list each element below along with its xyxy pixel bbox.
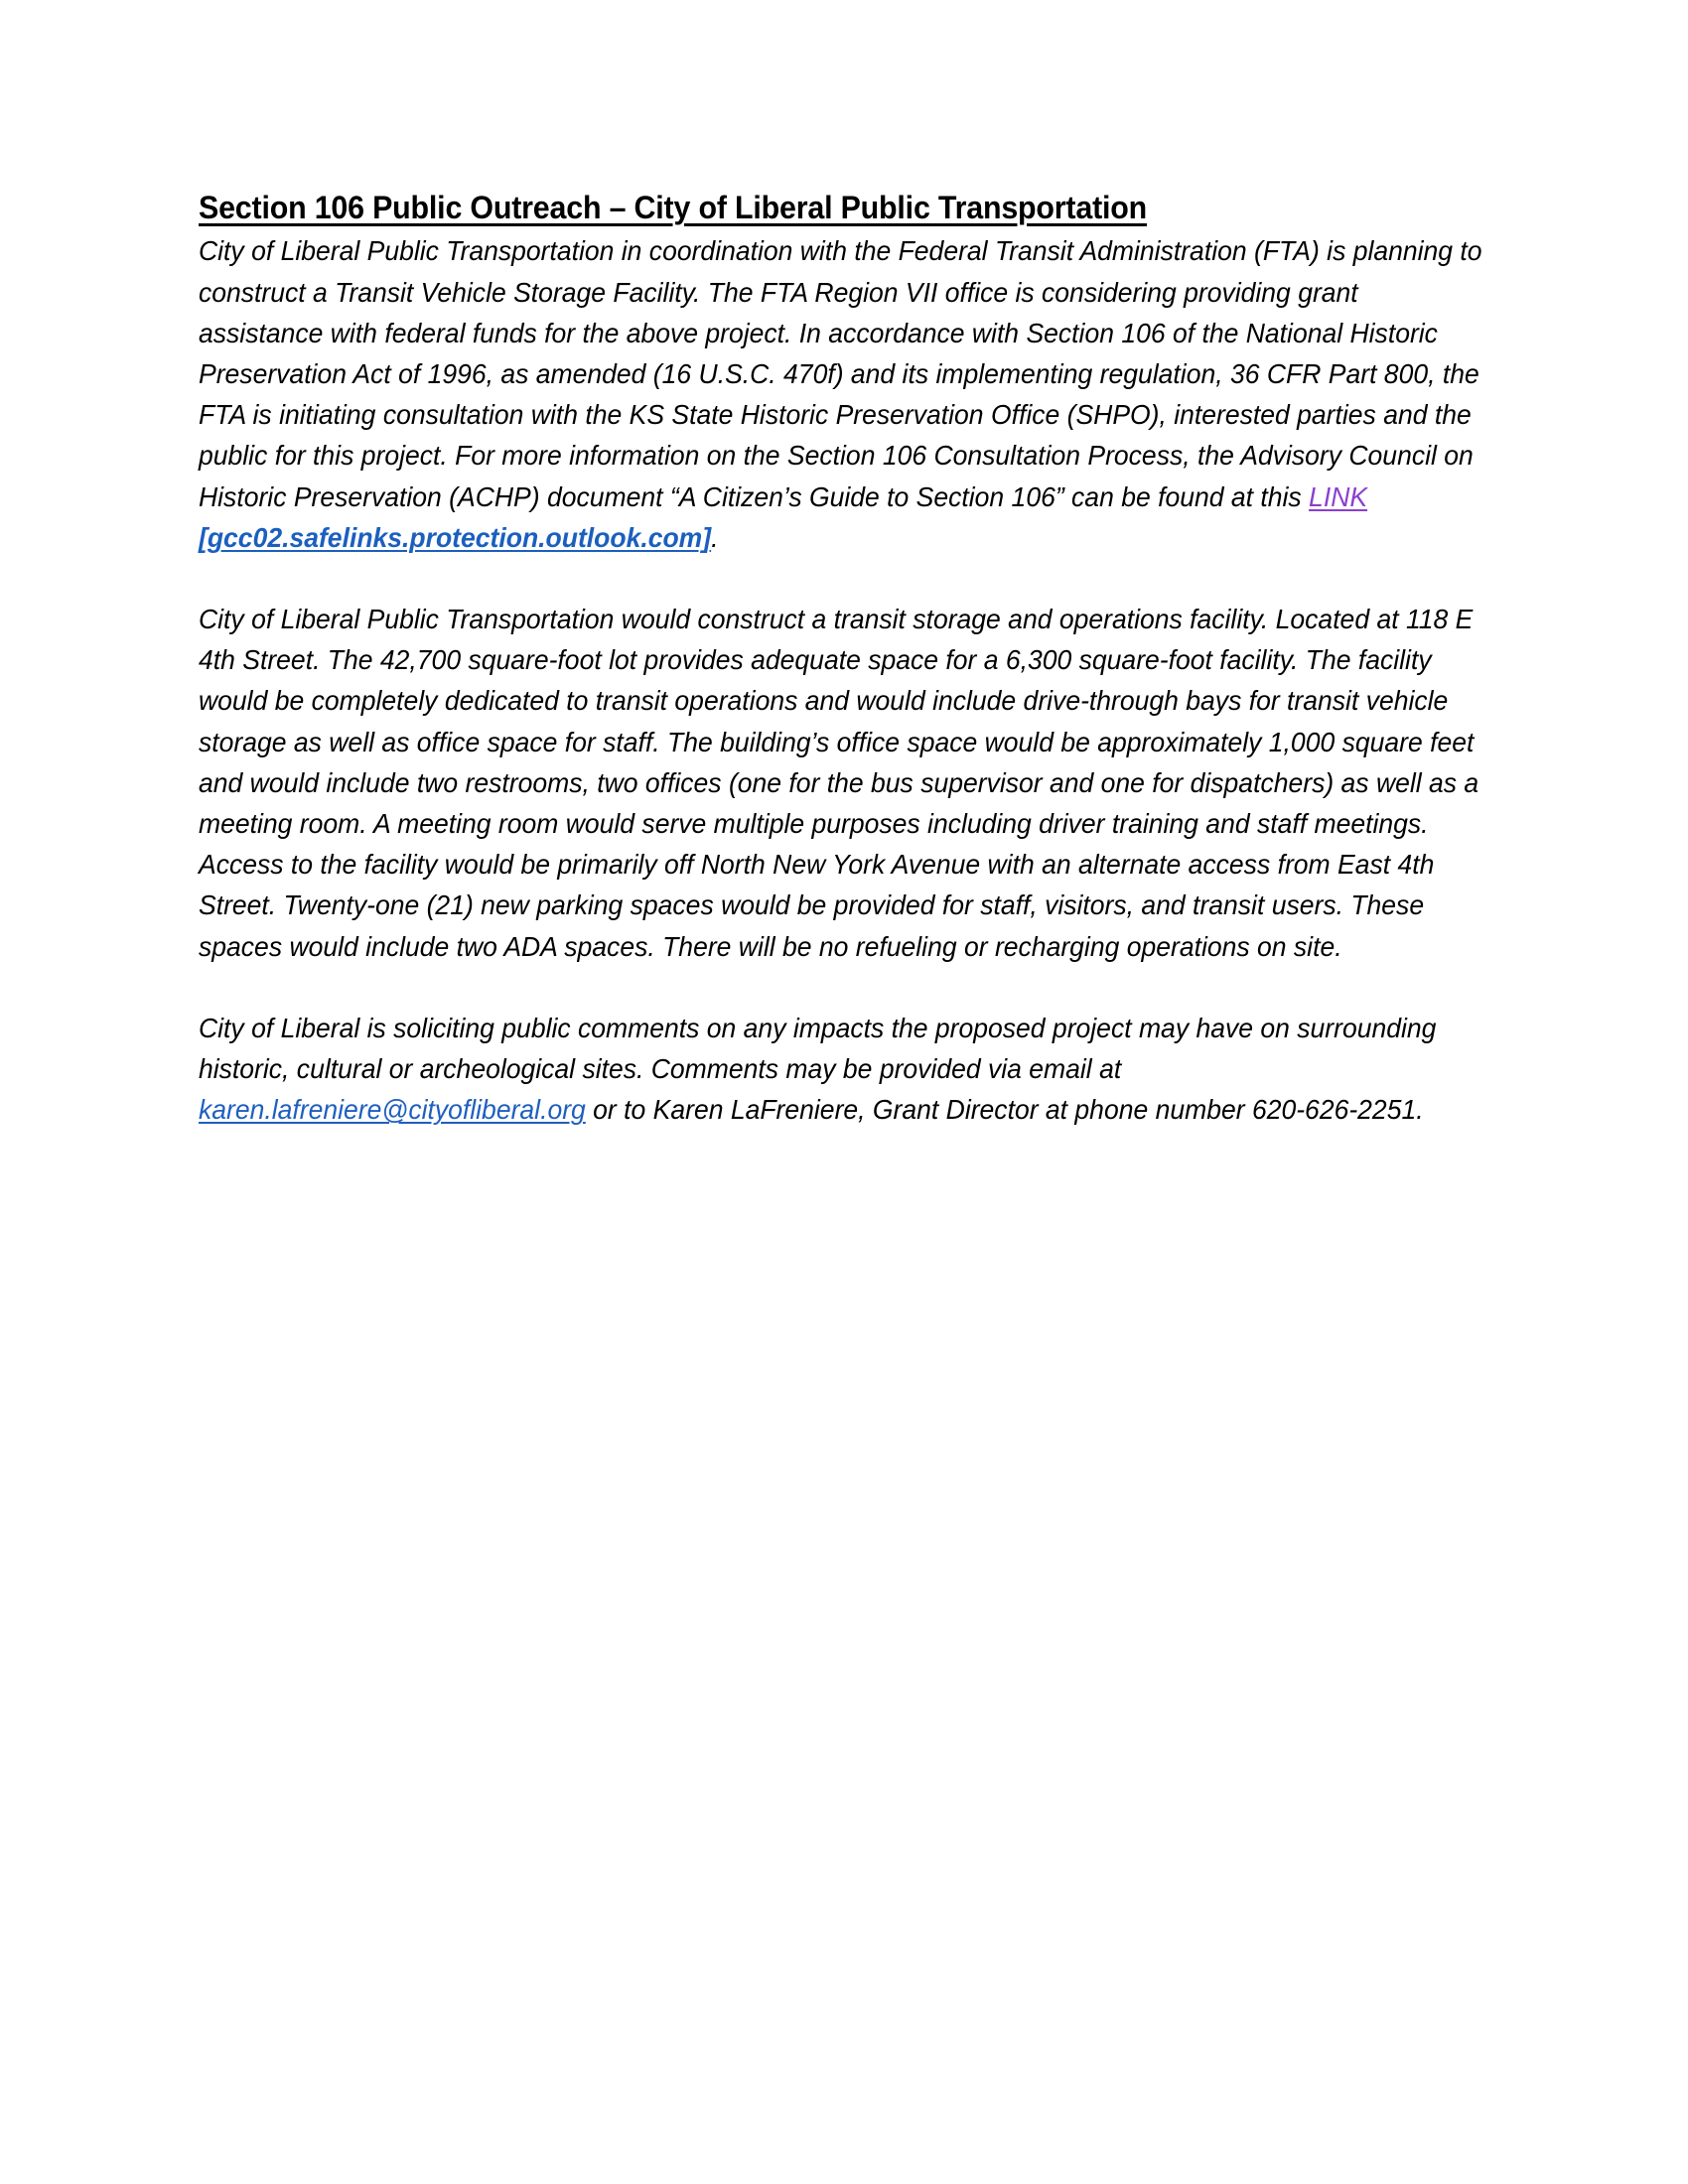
document-body <box>199 189 1489 1130</box>
page-title-text: Section 106 Public Outreach – City of Liberal Public Transportation <box>199 190 1148 225</box>
safelinks-url-text[interactable]: [gcc02.safelinks.protection.outlook.com] <box>199 521 712 553</box>
paragraph-public-comment <box>199 1008 1489 1131</box>
paragraph-intro-text-before-link: City of Liberal Public Transportation in coordination with the Federal Transit Administration (FTA) is planning to construct a Transit Vehicle Storage Facility. The FTA Region VII office is considering providing grant assistance with federal funds for the above project. In accordance with Section 106 of the National Historic Preservation Act of 1996, as amended (16 U.S.C. 470f) and its implementing regulation, 36 CFR Part 800, the FTA is initiating consultation with the KS State Historic Preservation Office (SHPO), interested parties and the public for this project. For more information on the Section 106 Consultation Process, the Advisory Council on Historic Preservation (ACHP) document “A Citizen’s Guide to Section 106” can be found at this <box>199 235 1482 512</box>
page-title <box>199 189 1406 226</box>
paragraph-intro-text-after-link: . <box>711 521 719 553</box>
section-106-guide-link[interactable]: LINK <box>1309 480 1368 512</box>
paragraph-project-description: City of Liberal Public Transportation would construct a transit storage and operations facility. Located at 118 E 4th Street. The 42,700 square-foot lot provides adequate space for a 6,300 square-foot facility. The facility would be completely dedicated to transit operations and would include drive-through bays for transit vehicle storage as well as office space for staff. The building’s office space would be approximately 1,000 square feet and would include two restrooms, two offices (one for the bus supervisor and one for dispatchers) as well as a meeting room. A meeting room would serve multiple purposes including driver training and staff meetings. Access to the facility would be primarily off North New York Avenue with an alternate access from East 4th Street. Twenty-one (21) new parking spaces would be provided for staff, visitors, and transit users. These spaces would include two ADA spaces. There will be no refueling or recharging operations on site. <box>199 603 1479 962</box>
contact-email-link[interactable]: karen.lafreniere@cityofliberal.org <box>199 1094 586 1126</box>
paragraph-public-comment-text-after-email: or to Karen LaFreniere, Grant Director at phone number 620-626-2251. <box>585 1094 1424 1126</box>
paragraph-intro <box>199 230 1489 558</box>
paragraph-public-comment-text-before-email: City of Liberal is soliciting public comments on any impacts the proposed project may have on surrounding historic, cultural or archeological sites. Comments may be provided via email at <box>199 1012 1437 1084</box>
